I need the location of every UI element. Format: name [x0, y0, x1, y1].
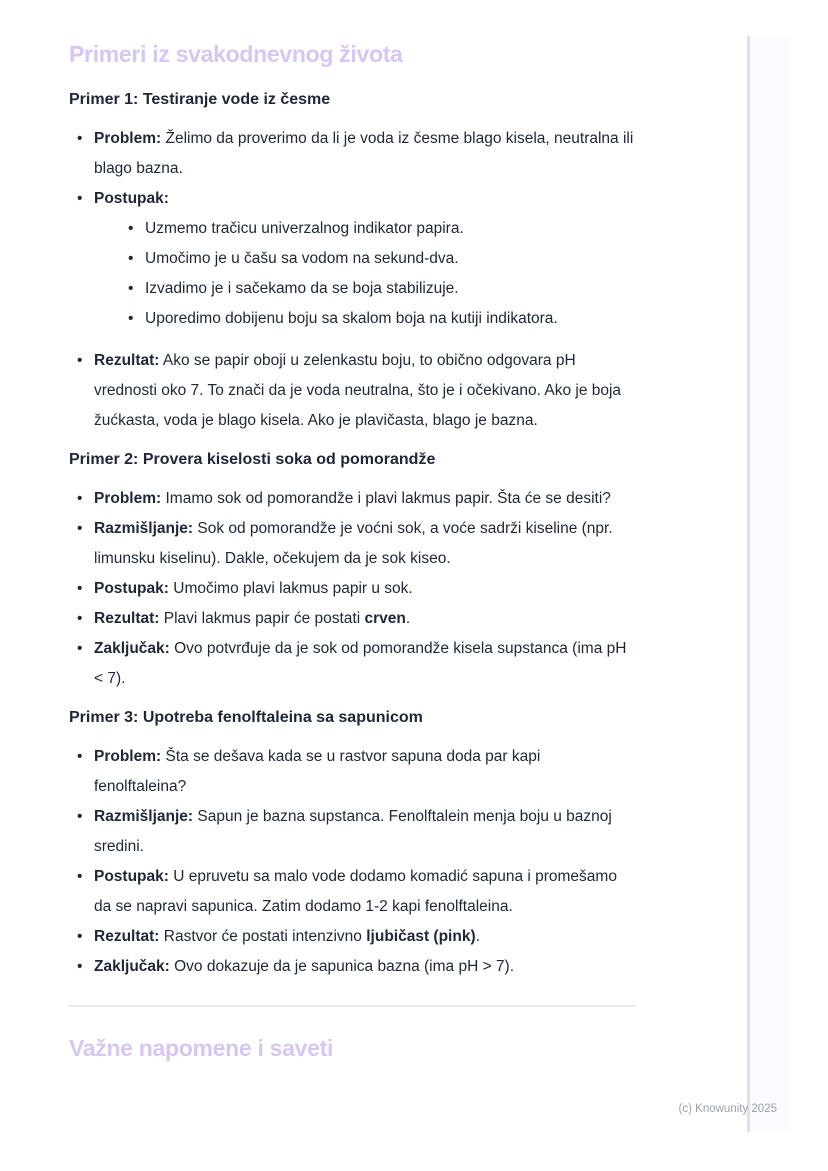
item-label: Zaključak: — [94, 958, 170, 975]
document-content — [69, 40, 635, 1062]
item-label: Razmišljanje: — [94, 808, 194, 825]
item-label: Rezultat: — [94, 352, 160, 369]
item-text: Ovo dokazuje da je sapunica bazna (ima pH > 7). — [169, 958, 515, 975]
item-label: Postupak: — [94, 580, 169, 597]
section-divider — [69, 1005, 635, 1007]
item-label: Rezultat: — [94, 928, 160, 945]
item-text: Plavi lakmus papir će postati — [159, 610, 365, 627]
example-2-list — [69, 484, 635, 694]
sub-list — [120, 214, 635, 334]
item-text: Umočimo je u čašu sa vodom na sekund-dva. — [145, 250, 459, 267]
item-text: Imamo sok od pomorandže i plavi lakmus papir. Šta će se desiti? — [161, 490, 611, 507]
item-text: Izvadimo je i sačekamo da se boja stabilizuje. — [145, 280, 459, 297]
page-edge-rule — [747, 36, 750, 1132]
list-item — [69, 604, 635, 634]
item-label: Zaključak: — [94, 640, 170, 657]
section-title-everyday-examples: Primeri iz svakodnevnog života — [69, 41, 403, 67]
item-label: Razmišljanje: — [94, 520, 194, 537]
example-2-title: Primer 2: Provera kiselosti soka od pomorandže — [69, 451, 436, 468]
page-edge-tint — [750, 36, 791, 1132]
list-item — [69, 634, 635, 694]
item-text: . — [405, 610, 411, 627]
example-3-section — [69, 708, 635, 982]
list-item — [69, 862, 635, 922]
list-item — [69, 574, 635, 604]
item-text: Uzmemo tračicu univerzalnog indikator papira. — [145, 220, 464, 237]
list-item — [69, 346, 635, 436]
item-emphasis: ljubičast (pink) — [366, 928, 476, 945]
item-text: Umočimo plavi lakmus papir u sok. — [168, 580, 413, 597]
example-1-list — [69, 124, 635, 436]
item-text: Sapun je bazna supstanca. Fenolftalein menja boju u baznoj sredini. — [94, 808, 612, 855]
list-item — [69, 184, 635, 334]
footer-credit: (c) Knowunity 2025 — [678, 1103, 777, 1115]
example-3-list — [69, 742, 635, 982]
item-text: Želimo da proverimo da li je voda iz česme blago kisela, neutralna ili blago bazna. — [94, 130, 634, 177]
sub-list-item — [120, 214, 635, 244]
sub-list-item — [120, 244, 635, 274]
item-label: Problem: — [94, 490, 162, 507]
sub-list-item — [120, 304, 635, 334]
item-text: Šta se dešava kada se u rastvor sapuna doda par kapi fenolftaleina? — [94, 748, 541, 795]
example-3-title: Primer 3: Upotreba fenolftaleina sa sapunicom — [69, 709, 423, 726]
item-text: U epruvetu sa malo vode dodamo komadić sapuna i promešamo da se napravi sapunica. Zatim dodamo 1-2 kapi fenolftaleina. — [94, 868, 617, 915]
list-item — [69, 922, 635, 952]
item-text: . — [475, 928, 480, 945]
sub-list-item — [120, 274, 635, 304]
item-label: Rezultat: — [94, 610, 160, 627]
item-emphasis: crven — [364, 610, 406, 627]
list-item — [69, 742, 635, 802]
example-1-title: Primer 1: Testiranje vode iz česme — [69, 91, 331, 108]
item-text: Uporedimo dobijenu boju sa skalom boja na kutiji indikatora. — [145, 310, 558, 327]
item-text: Sok od pomorandže je voćni sok, a voće sadrži kiseline (npr. limunsku kiselinu). Dakle, očekujem da je sok kiseo. — [94, 520, 613, 567]
item-label: Problem: — [94, 748, 162, 765]
item-text: Ovo potvrđuje da je sok od pomorandže kisela supstanca (ima pH < 7). — [94, 640, 627, 687]
section-title-important-notes: Važne napomene i saveti — [69, 1035, 334, 1061]
list-item — [69, 124, 635, 184]
item-label: Postupak: — [94, 868, 169, 885]
list-item — [69, 952, 635, 982]
item-label: Problem: — [94, 130, 162, 147]
example-1-section — [69, 90, 635, 436]
list-item — [69, 802, 635, 862]
item-text: Rastvor će postati intenzivno — [159, 928, 367, 945]
example-2-section — [69, 450, 635, 694]
item-text: Ako se papir oboji u zelenkastu boju, to obično odgovara pH vrednosti oko 7. To znači da je voda neutralna, što je i očekivano. Ako je boja žućkasta, voda je blago kisela. Ako je plavičasta, blago je bazna. — [94, 352, 622, 429]
item-label: Postupak: — [94, 190, 169, 207]
list-item — [69, 514, 635, 574]
list-item — [69, 484, 635, 514]
